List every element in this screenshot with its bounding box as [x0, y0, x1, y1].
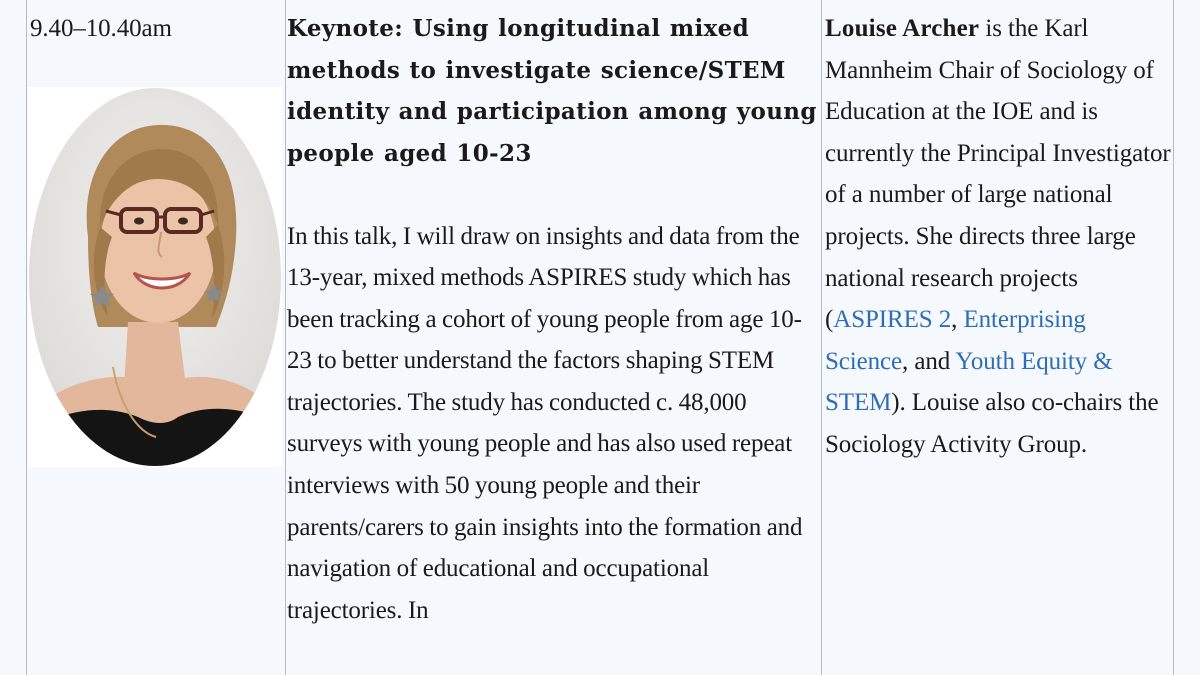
column-divider: [285, 0, 286, 675]
column-divider: [821, 0, 822, 675]
speaker-photo: [28, 87, 282, 467]
talk-abstract: In this talk, I will draw on insights and data from the 13-year, mixed methods ASPIRES study which has been tracking a cohort of young people from age 10-23 to better understand the factors shaping STEM trajectories. The study has conducted c. 48,000 surveys with young people and has also used repeat interviews with 50 young people and their parents/carers to gain insights into the formation and navigation of educational and occupational trajectories. In: [287, 222, 803, 624]
speaker-name: Louise Archer: [825, 15, 980, 42]
link-youth-equity-stem[interactable]: Youth Equity & STEM: [825, 347, 1113, 417]
bio-text-intro: is the Karl Mannheim Chair of Sociology of Education at the IOE and is currently the Principal Investigator of a number of large national projects. She directs three large national research projects (: [825, 15, 1171, 334]
speaker-bio: [825, 8, 1171, 466]
session-description: [287, 8, 820, 631]
bio-separator: , and: [902, 347, 956, 375]
column-divider: [1173, 0, 1174, 675]
column-divider: [26, 0, 27, 675]
speaker-portrait-icon: [28, 87, 282, 467]
bio-separator: ,: [951, 306, 964, 334]
link-aspires-2[interactable]: ASPIRES 2: [833, 306, 952, 334]
link-enterprising-science[interactable]: Enterprising Science: [825, 306, 1086, 375]
talk-title: Keynote: Using longitudinal mixed methods to investigate science/STEM identity and participation among young people aged 10-23: [287, 15, 817, 167]
bio-text-outro: ). Louise also co-chairs the Sociology Activity Group.: [825, 389, 1159, 458]
session-time: 9.40–10.40am: [30, 15, 172, 42]
